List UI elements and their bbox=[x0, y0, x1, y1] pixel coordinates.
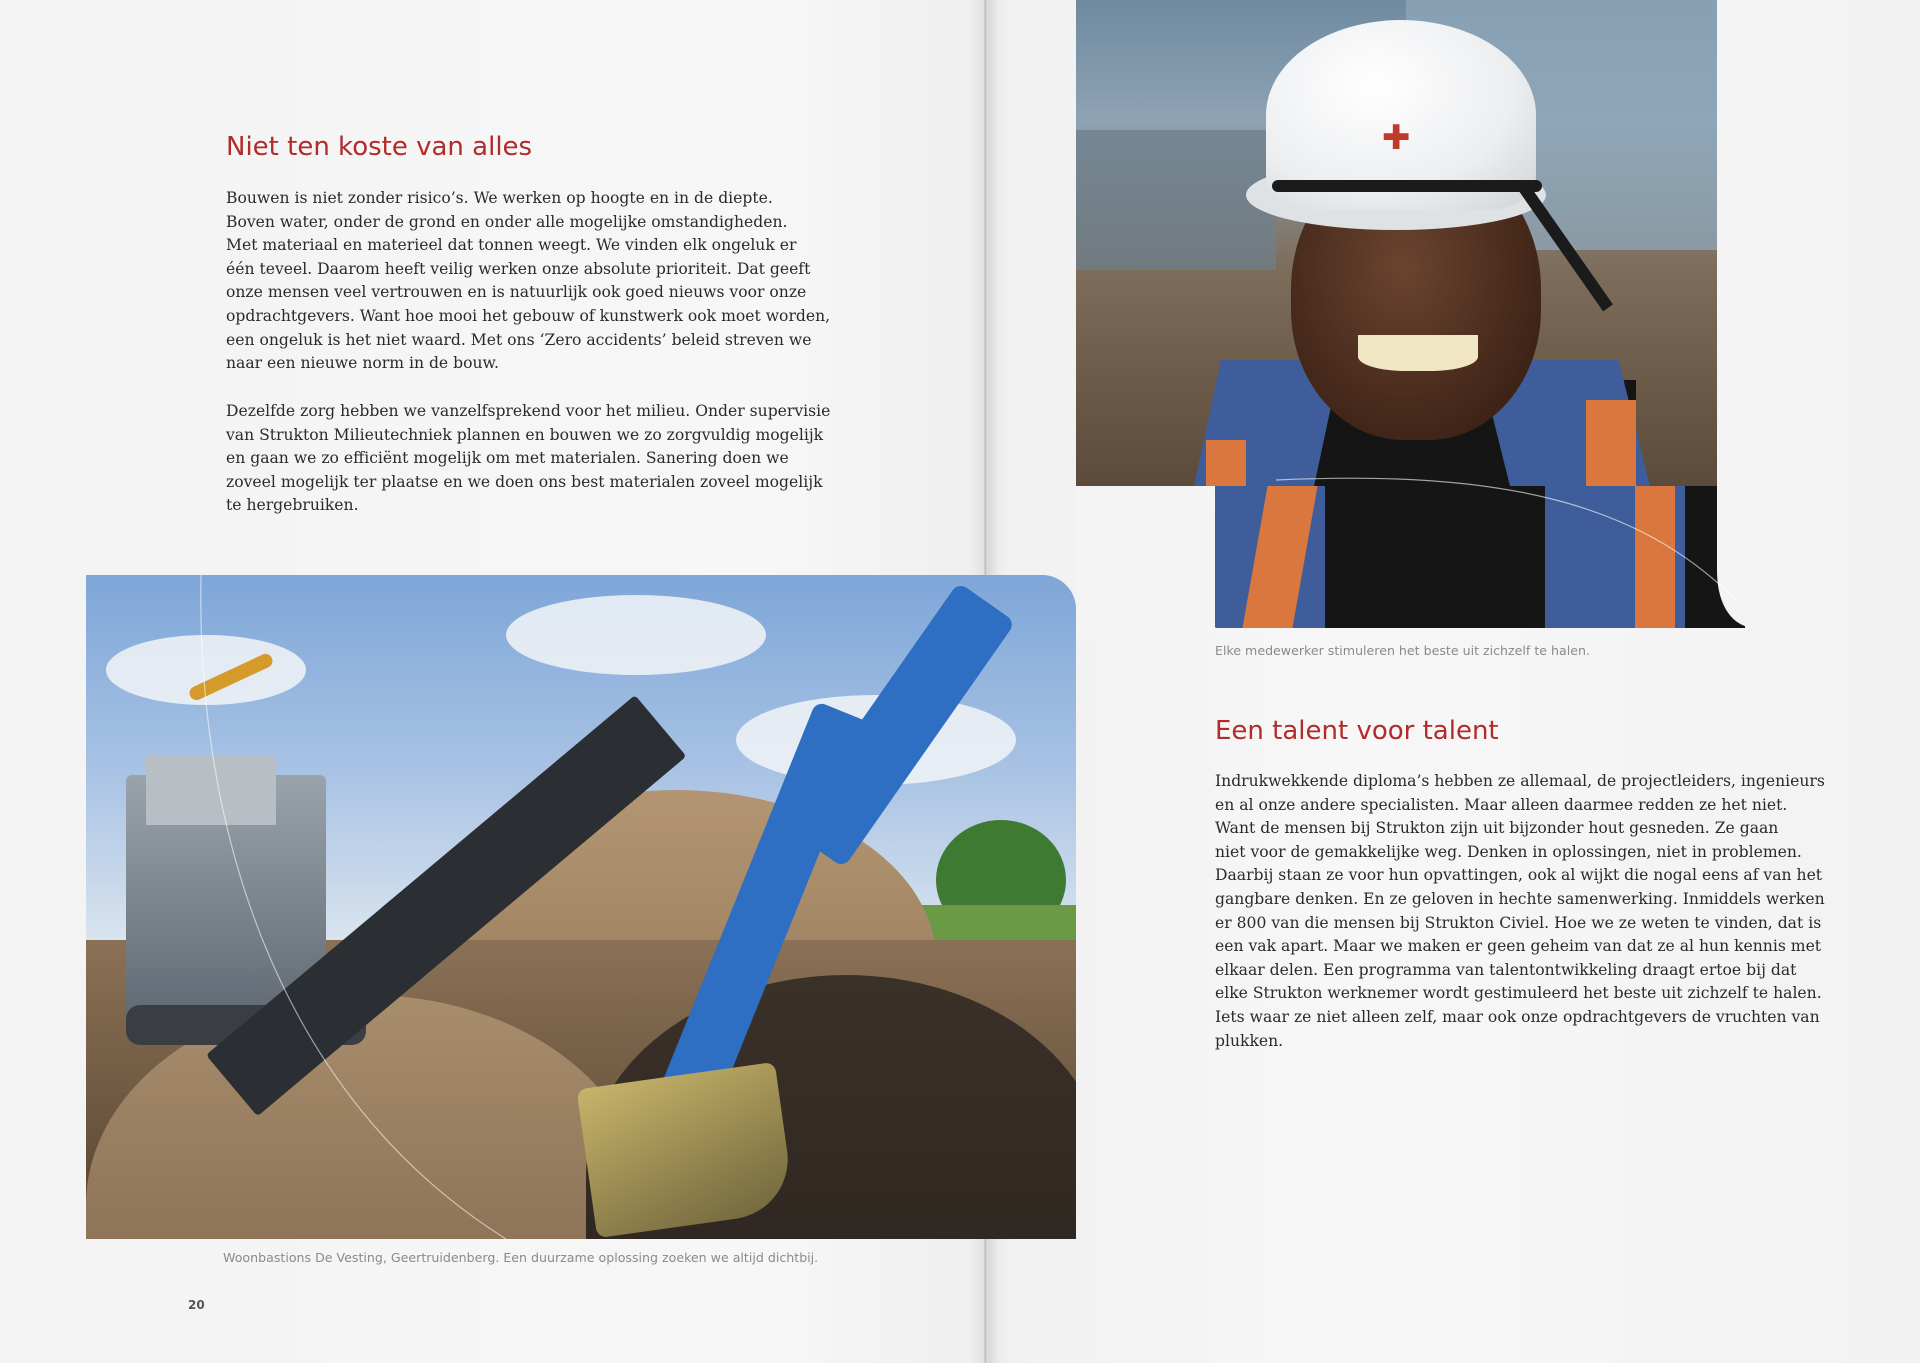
text-line: Bouwen is niet zonder risico’s. We werken op hoogte en in de diepte. bbox=[226, 189, 773, 207]
page-number: 20 bbox=[188, 1298, 205, 1312]
crusher-hopper bbox=[146, 755, 276, 825]
text-line: elkaar delen. Een programma van talentontwikkeling draagt ertoe bij dat bbox=[1215, 960, 1797, 979]
building bbox=[1076, 130, 1276, 270]
vest-orange-strip bbox=[1206, 440, 1246, 486]
left-paragraph-1 bbox=[226, 187, 830, 376]
smile bbox=[1358, 335, 1478, 371]
text-line: een vak apart. Maar we maken er geen geheim van dat ze al hun kennis met bbox=[1215, 937, 1822, 956]
text-line: er 800 van die mensen bij Strukton Civiel. Hoe we ze weten te vinden, dat is bbox=[1215, 913, 1822, 932]
text-line: Met materiaal en materieel dat tonnen weegt. We vinden elk ongeluk er bbox=[226, 236, 797, 255]
right-paragraph bbox=[1215, 770, 1825, 1053]
cloud bbox=[506, 595, 766, 675]
helmet-logo-icon: ✚ bbox=[1382, 118, 1411, 158]
helmet-band bbox=[1272, 180, 1542, 192]
crusher-excavator-photo bbox=[86, 575, 1076, 1239]
left-photo-caption: Woonbastions De Vesting, Geertruidenberg. Een duurzame oplossing zoeken we altijd dichtbij. bbox=[223, 1250, 819, 1265]
text-line: Daarbij staan ze voor hun opvattingen, ook al wijkt die nogal eens af van het bbox=[1215, 866, 1823, 885]
right-photo-caption: Elke medewerker stimuleren het beste uit zichzelf te halen. bbox=[1215, 643, 1590, 658]
text-line: plukken. bbox=[1215, 1031, 1284, 1050]
text-line: Iets waar ze niet alleen zelf, maar ook onze opdrachtgevers de vruchten van bbox=[1215, 1007, 1820, 1026]
text-line: onze mensen veel vertrouwen en is natuurlijk ook goed nieuws voor onze bbox=[226, 283, 807, 302]
vest-orange-strip bbox=[1635, 486, 1675, 628]
text-line: Want de mensen bij Strukton zijn uit bijzonder hout gesneden. Ze gaan bbox=[1215, 819, 1779, 838]
text-line: elke Strukton werknemer wordt gestimuleerd het beste uit zichzelf te halen. bbox=[1215, 984, 1822, 1003]
text-line: en al onze andere specialisten. Maar alleen daarmee redden ze het niet. bbox=[1215, 795, 1788, 814]
text-line: een ongeluk is het niet waard. Met ons ‘Zero accidents’ beleid streven we bbox=[226, 330, 812, 349]
text-line: Indrukwekkende diploma’s hebben ze allemaal, de projectleiders, ingenieurs bbox=[1215, 772, 1825, 790]
text-line: naar een nieuwe norm in de bouw. bbox=[226, 354, 499, 373]
text-line: Dezelfde zorg hebben we vanzelfsprekend voor het milieu. Onder supervisie bbox=[226, 402, 831, 420]
text-line: te hergebruiken. bbox=[226, 496, 359, 515]
worker-portrait-photo-lower bbox=[1215, 486, 1745, 628]
text-line: één teveel. Daarom heeft veilig werken onze absolute prioriteit. Dat geeft bbox=[226, 259, 811, 278]
text-line: Boven water, onder de grond en onder alle mogelijke omstandigheden. bbox=[226, 212, 788, 231]
text-line: niet voor de gemakkelijke weg. Denken in oplossingen, niet in problemen. bbox=[1215, 842, 1802, 861]
worker-portrait-photo bbox=[1076, 0, 1717, 486]
text-line: opdrachtgevers. Want hoe mooi het gebouw of kunstwerk ook moet worden, bbox=[226, 306, 831, 325]
right-heading: Een talent voor talent bbox=[1215, 716, 1499, 746]
text-line: en gaan we zo efficiënt mogelijk om met materialen. Sanering doen we bbox=[226, 449, 789, 468]
text-line: zoveel mogelijk ter plaatse en we doen ons best materialen zoveel mogelijk bbox=[226, 472, 823, 491]
vest-orange-strip bbox=[1586, 400, 1636, 486]
left-paragraph-2 bbox=[226, 400, 830, 518]
left-heading: Niet ten koste van alles bbox=[226, 132, 533, 162]
text-line: van Strukton Milieutechniek plannen en bouwen we zo zorgvuldig mogelijk bbox=[226, 425, 824, 444]
text-line: gangbare denken. En ze geloven in hechte samenwerking. Inmiddels werken bbox=[1215, 889, 1825, 908]
